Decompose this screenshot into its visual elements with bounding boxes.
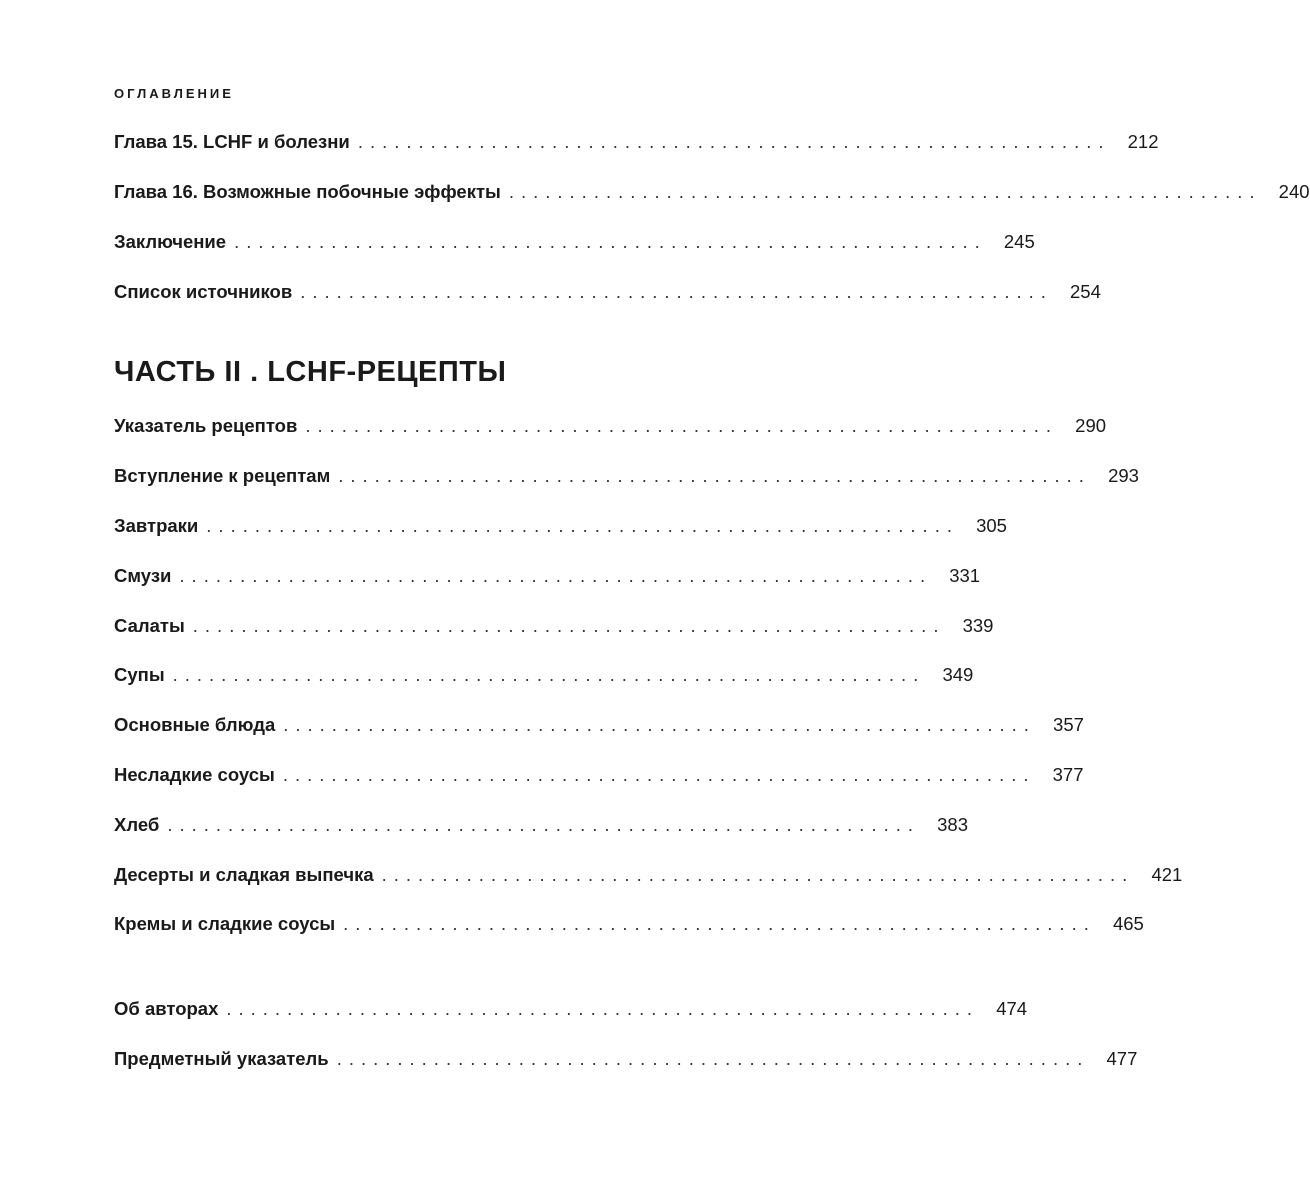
toc-entry[interactable] bbox=[114, 710, 1084, 740]
dot-leader: .............................................................. bbox=[305, 415, 1059, 436]
toc-entry-title: Заключение bbox=[114, 231, 227, 252]
dot-leader: .............................................................. bbox=[179, 565, 933, 586]
toc-entry-page: 349 bbox=[942, 664, 974, 685]
toc-entry-title: Об авторах bbox=[114, 998, 219, 1019]
toc-entry-title: Десерты и сладкая выпечка bbox=[114, 864, 374, 885]
toc-entry-title: Кремы и сладкие соусы bbox=[114, 913, 336, 934]
toc-entry-title: Хлеб bbox=[114, 814, 160, 835]
dot-leader: .............................................................. bbox=[381, 864, 1135, 885]
toc-entry-title: Супы bbox=[114, 664, 165, 685]
toc-entry-page: 383 bbox=[937, 814, 969, 835]
dot-leader: .............................................................. bbox=[300, 281, 1053, 302]
toc-entry-page: 254 bbox=[1070, 281, 1101, 302]
toc-entry[interactable] bbox=[114, 227, 1035, 257]
toc-entry-page: 240 bbox=[1278, 181, 1310, 202]
toc-entry-title: Салаты bbox=[114, 615, 185, 636]
toc-entry[interactable] bbox=[114, 660, 974, 690]
toc-entry-title: Указатель рецептов bbox=[114, 415, 298, 436]
dot-leader: .............................................................. bbox=[338, 465, 1091, 486]
toc-entry-title: Вступление к рецептам bbox=[114, 465, 331, 486]
toc-entry-title: Завтраки bbox=[114, 515, 199, 536]
toc-entry[interactable] bbox=[114, 411, 1107, 441]
dot-leader: .............................................................. bbox=[167, 814, 921, 835]
toc-entry-page: 465 bbox=[1112, 913, 1144, 934]
toc-entry[interactable] bbox=[114, 860, 1183, 890]
toc-entry[interactable] bbox=[114, 760, 1084, 790]
dot-leader: .............................................................. bbox=[172, 664, 926, 685]
dot-leader: .............................................................. bbox=[283, 714, 1036, 735]
toc-entry[interactable] bbox=[114, 127, 1159, 157]
dot-leader: .............................................................. bbox=[508, 181, 1262, 202]
toc-entry[interactable] bbox=[114, 461, 1139, 491]
toc-entry[interactable] bbox=[114, 561, 981, 591]
toc-entry[interactable] bbox=[114, 909, 1144, 939]
dot-leader: .............................................................. bbox=[343, 913, 1096, 934]
dot-leader: .............................................................. bbox=[192, 615, 946, 636]
dot-leader: .............................................................. bbox=[357, 131, 1111, 152]
dot-leader: .............................................................. bbox=[282, 764, 1036, 785]
toc-entry-title: Смузи bbox=[114, 565, 172, 586]
toc-entry-page: 339 bbox=[962, 615, 994, 636]
toc-entry-page: 331 bbox=[949, 565, 981, 586]
toc-entry[interactable] bbox=[114, 277, 1101, 307]
toc-entry-title: Список источников bbox=[114, 281, 293, 302]
toc-entry-title: Несладкие соусы bbox=[114, 764, 275, 785]
toc-page bbox=[114, 0, 1310, 1200]
toc-entry-page: 477 bbox=[1106, 1048, 1138, 1069]
toc-entry-title: Основные блюда bbox=[114, 714, 276, 735]
toc-entry[interactable] bbox=[114, 511, 1007, 541]
toc-entry-page: 357 bbox=[1053, 714, 1084, 735]
dot-leader: .............................................................. bbox=[234, 231, 987, 252]
toc-entry-page: 377 bbox=[1052, 764, 1084, 785]
toc-entry-page: 212 bbox=[1127, 131, 1159, 152]
dot-leader: .............................................................. bbox=[226, 998, 980, 1019]
part-title: ЧАСТЬ II . LCHF-РЕЦЕПТЫ bbox=[114, 356, 507, 388]
dot-leader: .............................................................. bbox=[336, 1048, 1090, 1069]
toc-entry-page: 293 bbox=[1108, 465, 1139, 486]
toc-entry[interactable] bbox=[114, 611, 994, 641]
dot-leader: .............................................................. bbox=[206, 515, 959, 536]
toc-entry[interactable] bbox=[114, 810, 969, 840]
toc-entry[interactable] bbox=[114, 994, 1028, 1024]
toc-entry-page: 474 bbox=[996, 998, 1028, 1019]
toc-entry-title: Глава 16. Возможные побочные эффекты bbox=[114, 181, 501, 202]
toc-entry[interactable] bbox=[114, 1044, 1138, 1074]
toc-entry-page: 305 bbox=[976, 515, 1007, 536]
toc-header: ОГЛАВЛЕНИЕ bbox=[114, 86, 234, 101]
toc-entry-title: Глава 15. LCHF и болезни bbox=[114, 131, 350, 152]
toc-entry-page: 290 bbox=[1075, 415, 1107, 436]
toc-entry[interactable] bbox=[114, 177, 1310, 207]
toc-entry-page: 421 bbox=[1151, 864, 1183, 885]
toc-entry-title: Предметный указатель bbox=[114, 1048, 329, 1069]
toc-entry-page: 245 bbox=[1003, 231, 1035, 252]
